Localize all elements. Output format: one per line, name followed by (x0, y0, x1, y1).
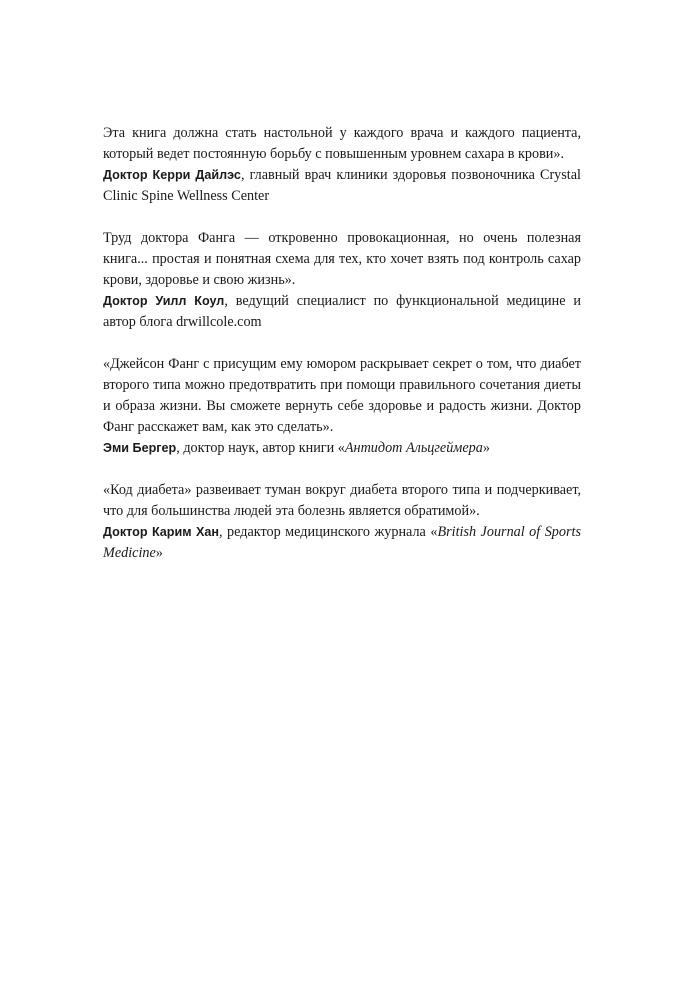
blurb-attribution (103, 438, 581, 459)
blurb (103, 123, 581, 207)
praise-section (103, 123, 581, 585)
blurb-quote: «Код диабета» развеивает туман вокруг диабета второго типа и подчеркивает, что для большинства людей эта болезнь является обратимой». (103, 482, 581, 519)
blurb-attribution (103, 522, 581, 564)
blurb (103, 480, 581, 564)
blurb-author: Доктор Карим Хан (103, 525, 220, 539)
blurb (103, 354, 581, 459)
blurb-role-prefix: , редактор медицинского журнала « (219, 524, 438, 540)
blurb-role: , ведущий специалист по функциональной медицине и автор блога drwillcole.com (103, 293, 582, 330)
blurb-role-suffix: » (155, 545, 163, 561)
blurb-quote: Эта книга должна стать настольной у каждого врача и каждого пациента, который ведет постоянную борьбу с повышенным уровнем сахара в крови». (103, 125, 581, 162)
blurb-quote: Труд доктора Фанга — откровенно провокационная, но очень полезная книга... простая и понятная схема для тех, кто хочет взять под контроль сахар крови, здоровье и свою жизнь». (103, 230, 581, 288)
blurb-attribution (103, 291, 581, 333)
blurb-role: , главный врач клиники здоровья позвоночника Crystal Clinic Spine Wellness Center (103, 167, 581, 204)
blurb-author: Эми Бергер (103, 441, 177, 455)
blurb-quote: «Джейсон Фанг с присущим ему юмором раскрывает секрет о том, что диабет второго типа можно предотвратить при помощи правильного сочетания диеты и образа жизни. Вы сможете вернуть себе здоровье и радость жизни. Доктор Фанг расскажет вам, как это сделать». (103, 356, 581, 435)
blurb-role-prefix: , доктор наук, автор книги « (176, 440, 345, 456)
blurb (103, 228, 581, 333)
blurb-author: Доктор Керри Дайлэс (103, 168, 241, 182)
blurb-book-title: Антидот Альцгеймера (344, 440, 483, 456)
blurb-role-suffix: » (482, 440, 490, 456)
blurb-author: Доктор Уилл Коул (103, 294, 225, 308)
blurb-journal-title: British Journal of Sports Medicine (103, 524, 581, 561)
blurb-attribution (103, 165, 581, 207)
